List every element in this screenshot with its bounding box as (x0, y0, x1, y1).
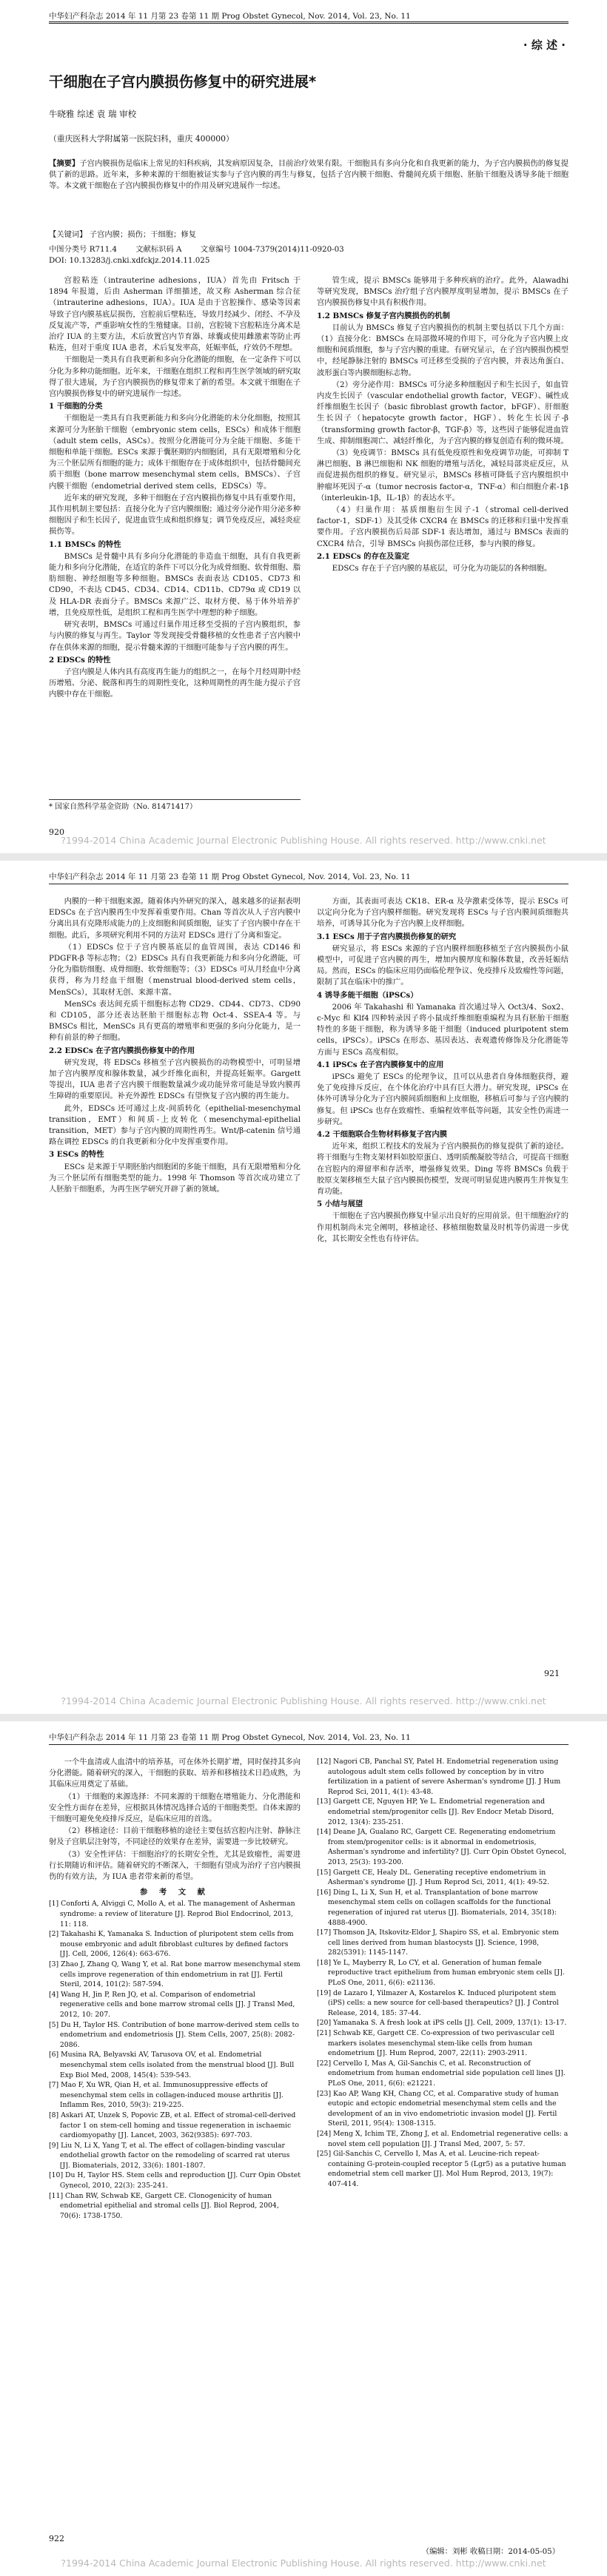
section-heading: 2 EDSCs 的特性 (49, 655, 111, 665)
body-paragraph: 研究表明，BMSCs 可通过归巢作用迁移至受损的子宫内膜组织，参与内膜的修复与再生。Taylor 等发现接受骨髓移植的女性患者子宫内膜中存在供体来源的细胞，提示骨髓来源的干细胞可能参与子宫内膜的再生。 (49, 620, 301, 652)
body-paragraph: 管生成，提示 BMSCs 能够用于多种疾病的治疗。此外，Alawadhi 等研究发现，BMSCs 治疗组子宫内膜厚度明显增加，提示 BMSCs 在子宫内膜损伤修复中具有积极作用。 (317, 276, 569, 308)
body-paragraph: （3）安全性评估：干细胞治疗的长期安全性，尤其是致瘤性，需要进行长期随访和评估。随着研究的不断深入，干细胞有望成为治疗子宫内膜损伤的有效方法，为 IUA 患者带来新的希望。 (49, 1849, 301, 1882)
reference-item: [10] Du H, Taylor HS. Stem cells and reproduction [J]. Curr Opin Obstet Gynecol, 2010, 22(3): 235-241. (49, 2171, 301, 2190)
references-heading: 参 考 文 献 (140, 1888, 209, 1897)
page-3 (0, 1721, 607, 2576)
classification-meta (49, 244, 569, 255)
section-heading: 3 ESCs 的特性 (49, 1150, 104, 1160)
body-column-right (317, 896, 569, 1658)
page-number: 922 (49, 2534, 64, 2543)
section-tag: · 综 述 · (523, 38, 566, 52)
editor-note: （编辑：刘彬 收稿日期：2014-05-05） (421, 2547, 560, 2556)
copyright-line: ?1994-2014 China Academic Journal Electronic Publishing House. All rights reserved. http://www.cnki.net (61, 2557, 546, 2569)
body-paragraph: 内膜的一种干细胞来源。随着体内外研究的深入，越来越多的证据表明 EDSCs 在子宫内膜再生中发挥着重要作用。Chan 等首次从人子宫内膜中分离出具有克隆形成能力的上皮细胞和间质细胞，证实了子宫内膜中存在干细胞。此后，多项研究利用不同的方法对 EDSCs 进行了分离和鉴定。 (49, 897, 301, 940)
reference-item: [3] Zhao J, Zhang Q, Wang Y, et al. Rat bone marrow mesenchymal stem cells improve regeneration of thin endometrium in rat [J]. Fertil Steril, 2014, 101(2): 587-594. (49, 1960, 301, 1989)
reference-item: [16] Ding L, Li X, Sun H, et al. Transplantation of bone marrow mesenchymal stem cells on collagen scaffolds for the functional regeneration of injured rat uterus [J]. Biomaterials, 2014, 35(18): 4888-4900. (317, 1888, 557, 1927)
body-paragraph: 干细胞是一类具有自我更新和多向分化潜能的细胞，在一定条件下可以分化为多种功能细胞。近年来，干细胞在组织工程和再生医学领域的研究取得了很大进展，为子宫内膜损伤的修复带来了新的希望。本文就干细胞在子宫内膜损伤修复中的研究进展作一综述。 (49, 355, 301, 399)
body-column-left (49, 275, 301, 793)
body-paragraph: 一个牛血清或人血清中的培养基，可在体外长期扩增，同时保持其多向分化潜能。随着研究的深入，干细胞的获取、培养和移植技术日趋成熟，为其临床应用奠定了基础。 (49, 1758, 301, 1789)
section-heading: 2.2 EDSCs 在子宫内膜损伤修复中的作用 (49, 1046, 195, 1055)
reference-item: [1] Conforti A, Alviggi C, Mollo A, et al. The management of Asherman syndrome: a review of literature [J]. Reprod Biol Endocrinol, 2013, 11: 118. (49, 1900, 295, 1928)
authors: 牛晓雅 综述 袁 瑞 审校 (49, 109, 137, 119)
page-2 (0, 861, 607, 1714)
body-paragraph: 干细胞在子宫内膜损伤修复中显示出良好的应用前景。但干细胞治疗的作用机制尚未完全阐明，移植途径、移植细胞数量及时机等仍需进一步优化，其长期安全性也有待评估。 (317, 1211, 569, 1243)
body-paragraph: 2006 年 Takahashi 和 Yamanaka 首次通过导入 Oct3/4、Sox2、c-Myc 和 Klf4 四种转录因子将小鼠成纤维细胞重编程为具有胚胎干细胞特性的多能干细胞，称为诱导多能干细胞（induced pluripotent stem cells，iPSCs）。iPSCs 在形态、基因表达、表观遗传修饰及分化潜能等方面与 ESCs 高度相似。 (317, 1002, 569, 1057)
body-paragraph: 方面，其表面可表达 CK18、ER-α 及孕激素受体等，提示 ESCs 可以定向分化为子宫内膜样细胞。研究发现将 ESCs 与子宫内膜间质细胞共培养，可诱导其分化为子宫内膜上皮样细胞。 (317, 897, 569, 929)
running-head: 中华妇产科杂志 2014 年 11 月第 23 卷第 11 期 Prog Obstet Gynecol, Nov. 2014, Vol. 23, No. 11 (49, 10, 569, 24)
reference-item: [20] Yamanaka S. A fresh look at iPS cells [J]. Cell, 2009, 137(1): 13-17. (317, 2019, 567, 2028)
footnote: * 国家自然科学基金资助（No. 81471417） (49, 799, 301, 813)
copyright-line: ?1994-2014 China Academic Journal Electronic Publishing House. All rights reserved. http://www.cnki.net (61, 1695, 546, 1706)
body-paragraph: 研究显示，将 ESCs 来源的子宫内膜样细胞移植至子宫内膜损伤小鼠模型中，可促进子宫内膜的再生，增加内膜厚度和腺体数量，改善妊娠结局。然而，ESCs 的临床应用仍面临伦理争议、免疫排斥及致瘤性等问题，限制了其在临床中的推广。 (317, 944, 569, 987)
reference-item: [6] Musina RA, Belyavski AV, Tarusova OV, et al. Endometrial mesenchymal stem cells isolated from the menstrual blood [J]. Bull Exp Biol Med, 2008, 145(4): 539-543. (49, 2051, 295, 2079)
reference-item: [17] Thomson JA, Itskovitz-Eldor J, Shapiro SS, et al. Embryonic stem cell lines derived from human blastocysts [J]. Science, 1998, 282(5391): 1145-1147. (317, 1928, 559, 1957)
reference-item: [22] Cervello I, Mas A, Gil-Sanchis C, et al. Reconstruction of endometrium from human endometrial side population cell lines [J]. PLoS One, 2011, 6(6): e21221. (317, 2059, 566, 2088)
page-number: 921 (544, 1669, 560, 1678)
body-paragraph: （2）旁分泌作用：BMSCs 可分泌多种细胞因子和生长因子，如血管内皮生长因子（vascular endothelial growth factor，VEGF）、碱性成纤维细胞生长因子（basic fibroblast growth factor，bFGF）、肝细胞生长因子（hepatocyte growth factor，HGF）、转化生长因子-β（transforming growth factor-β，TGF-β）等，这些因子能够促进血管生成、抑制细胞凋亡、减轻纤维化，为子宫内膜的修复创造有利的微环境。 (317, 380, 569, 445)
doi: DOI: 10.13283/j.cnki.xdfckjz.2014.11.025 (49, 256, 210, 265)
reference-item: [15] Gargett CE, Healy DL. Generating receptive endometrium in Asherman's syndrome [J]. J Hum Reprod Sci, 2011, 4(1): 49-52. (317, 1868, 549, 1887)
reference-item: [4] Wang H, Jin P, Ren JQ, et al. Comparison of endometrial regenerative cells and bone marrow stromal cells [J]. J Transl Med, 2012, 10: 207. (49, 1990, 295, 2019)
reference-item: [13] Gargett CE, Nguyen HP, Ye L. Endometrial regeneration and endometrial stem/progenitor cells [J]. Rev Endocr Metab Disord, 2012, 13(4): 235-251. (317, 1798, 554, 1826)
reference-item: [8] Askari AT, Unzek S, Popovic ZB, et al. Effect of stromal-cell-derived factor 1 on stem-cell homing and tissue regeneration in ischaemic cardiomyopathy [J]. Lancet, 2003, 362(9385): 697-703. (49, 2111, 296, 2140)
body-paragraph: （1）EDSCs 位于子宫内膜基底层的血管周围，表达 CD146 和 PDGFR-β 等标志物；（2）EDSCs 具有自我更新能力和多向分化潜能，可分化为脂肪细胞、成骨细胞、软骨细胞等；（3）EDSCs 可从月经血中分离获得，称为月经血干细胞（menstrual blood-derived stem cells，MenSCs），其取材无创、来源丰富。 (49, 942, 301, 997)
running-head: 中华妇产科杂志 2014 年 11 月第 23 卷第 11 期 Prog Obstet Gynecol, Nov. 2014, Vol. 23, No. 11 (49, 871, 569, 884)
abstract-text: 子宫内膜损伤是临床上常见的妇科疾病，其发病原因复杂，目前治疗效果有限。干细胞具有多向分化和自我更新的能力，为子宫内膜损伤的修复提供了新的思路。近年来，多种来源的干细胞被证实参与子宫内膜的再生与修复，包括子宫内膜干细胞、骨髓间充质干细胞、胚胎干细胞及诱导多能干细胞等。本文就干细胞在子宫内膜损伤修复中的作用及研究进展作一综述。 (49, 159, 569, 191)
body-paragraph: EDSCs 存在于子宫内膜的基底层，可分化为功能层的各种细胞。 (332, 564, 552, 574)
abstract (49, 158, 569, 192)
references-column-right (317, 1757, 569, 2526)
section-heading: 1.1 BMSCs 的特性 (49, 539, 121, 549)
body-paragraph: ESCs 是来源于早期胚胎内细胞团的多能干细胞，具有无限增殖和分化为三个胚层所有细胞类型的能力。1998 年 Thomson 等首次成功建立了人胚胎干细胞系，为再生医学研究开辟了新的领域。 (49, 1162, 301, 1194)
section-heading: 1 干细胞的分类 (49, 402, 103, 411)
section-heading: 2.1 EDSCs 的存在及鉴定 (317, 551, 410, 561)
body-column-left (49, 1757, 301, 2526)
body-paragraph: 此外，EDSCs 还可通过上皮-间质转化（epithelial-mesenchymal transition，EMT）和间质-上皮转化（mesenchymal-epithelial transition，MET）参与子宫内膜的周期性再生。Wnt/β-catenin 信号通路在调控 EDSCs 的自我更新和分化中发挥重要作用。 (49, 1103, 301, 1147)
clc-number: 中图分类号 R711.4 (49, 245, 117, 254)
body-paragraph: 子宫内膜是人体内具有高度再生能力的组织之一，在每个月经周期中经历增殖、分泌、脱落和再生的周期性变化，这种周期性的再生能力提示子宫内膜中存在干细胞。 (49, 667, 301, 699)
body-paragraph: （2）移植途径：目前干细胞移植的途径主要包括宫腔内注射、静脉注射及子宫肌层注射等，不同途径的效果存在差异，需要进一步比较研究。 (49, 1826, 301, 1847)
body-paragraph: （4）归巢作用：基质细胞衍生因子-1（stromal cell-derived factor-1，SDF-1）及其受体 CXCR4 在 BMSCs 的迁移和归巢中发挥重要作用。子宫内膜损伤后局部 SDF-1 表达增加，通过与 BMSCs 表面的 CXCR4 结合，引导 BMSCs 向损伤部位迁移，参与内膜的修复。 (317, 505, 569, 548)
reference-item: [23] Kao AP, Wang KH, Chang CC, et al. Comparative study of human eutopic and ectopic endometrial mesenchymal stem cells and the development of an in vivo endometriotic invasion model [J]. Fertil Steril, 2011, 95(4): 1308-1315. (317, 2089, 559, 2128)
keywords: 【关键词】 子宫内膜；损伤；干细胞；修复 (49, 230, 196, 239)
body-paragraph: （1）干细胞的来源选择：不同来源的干细胞在增殖能力、分化潜能和安全性方面存在差异，应根据具体情况选择合适的干细胞类型。自体来源的干细胞可避免免疫排斥反应，是临床应用的首选。 (49, 1792, 301, 1824)
abstract-label: 【摘要】 (49, 159, 80, 168)
body-paragraph: 研究发现，将 EDSCs 移植至子宫内膜损伤的动物模型中，可明显增加子宫内膜厚度和腺体数量，减少纤维化面积，并提高妊娠率。Gargett 等提出，IUA 患者子宫内膜干细胞数量减少或功能异常可能是导致内膜再生障碍的重要原因。补充外源性 EDSCs 有望恢复子宫内膜的再生能力。 (49, 1057, 301, 1101)
reference-item: [11] Chan RW, Schwab KE, Gargett CE. Clonogenicity of human endometrial epithelial and stromal cells [J]. Biol Reprod, 2004, 70(6): 1738-1750. (49, 2191, 279, 2220)
reference-item: [24] Meng X, Ichim TE, Zhong J, et al. Endometrial regenerative cells: a novel stem cell population [J]. J Transl Med, 2007, 5: 57. (317, 2129, 569, 2148)
reference-item: [25] Gil-Sanchis C, Cervello I, Mas A, et al. Leucine-rich repeat-containing G-protein-coupled receptor 5 (Lgr5) as a putative human endometrial stem cell marker [J]. Mol Hum Reprod, 2013, 19(7): 407-414. (317, 2150, 566, 2188)
reference-item: [19] de Lazaro I, Yilmazer A, Kostarelos K. Induced pluripotent stem (iPS) cells: a new source for cell-based therapeutics? [J]. J Control Release, 2014, 185: 37-44. (317, 1988, 559, 2017)
body-paragraph: BMSCs 是骨髓中具有多向分化潜能的非造血干细胞，具有自我更新能力和多向分化潜能，在适宜的条件下可以分化为成骨细胞、软骨细胞、脂肪细胞、神经细胞等多种细胞。BMSCs 表面表达 CD105、CD73 和 CD90，不表达 CD45、CD34、CD14、CD11b、CD79α 或 CD19 以及 HLA-DR 表面分子。BMSCs 来源广泛、取材方便、易于体外培养扩增，且免疫原性低，是组织工程和再生医学中理想的种子细胞。 (49, 551, 301, 617)
running-head: 中华妇产科杂志 2014 年 11 月第 23 卷第 11 期 Prog Obstet Gynecol, Nov. 2014, Vol. 23, No. 11 (49, 1732, 569, 1745)
affiliation: （重庆医科大学附属第一医院妇科，重庆 400000） (49, 134, 234, 144)
section-heading: 1.2 BMSCs 修复子宫内膜损伤的机制 (317, 311, 450, 320)
article-title: 干细胞在子宫内膜损伤修复中的研究进展* (49, 73, 317, 90)
reference-item: [2] Takahashi K, Yamanaka S. Induction of pluripotent stem cells from mouse embryonic and adult fibroblast cultures by defined factors [J]. Cell, 2006, 126(4): 663-676. (49, 1930, 294, 1959)
reference-item: [12] Nagori CB, Panchal SY, Patel H. Endometrial regeneration using autologous adult stem cells followed by conception by in vitro fertilization in a patient of severe Asherman's syndrome [J]. J Hum Reprod Sci, 2011, 4(1): 43-48. (317, 1758, 561, 1796)
body-paragraph: 干细胞是一类具有自我更新能力和多向分化潜能的未分化细胞，按照其来源可分为胚胎干细胞（embryonic stem cells，ESCs）和成体干细胞（adult stem cells，ASCs）。按照分化潜能可分为全能干细胞、多能干细胞和单能干细胞。ESCs 来源于囊胚期的内细胞团，具有无限增殖和分化为三个胚层所有细胞的能力；成体干细胞存在于成体组织中，包括骨髓间充质干细胞（bone marrow mesenchymal stem cells，BMSCs）、子宫内膜干细胞（endometrial derived stem cells，EDSCs）等。 (49, 414, 301, 491)
reference-item: [14] Deane JA, Gualano RC, Gargett CE. Regenerating endometrium from stem/progenitor cells: is it abnormal in endometriosis, Asherman's syndrome and infertility? [J]. Curr Opin Obstet Gynecol, 2013, 25(3): 193-200. (317, 1828, 567, 1866)
body-column-right (317, 275, 569, 808)
body-paragraph: 宫腔粘连（intrauterine adhesions，IUA）首先由 Fritsch 于 1894 年报道，后由 Asherman 详细描述，故又称 Asherman 综合征（intrauterine adhesions，IUA）。IUA 是由于宫腔操作、感染等因素导致子宫内膜基底层损伤，宫腔前后壁粘连，导致月经减少、闭经、不孕及反复流产等，严重影响女性的生殖健康。目前，宫腔镜下宫腔粘连分离术是治疗 IUA 的主要方法，术后放置宫内节育器、球囊或使用雌激素等防止再粘连，但对于重度 IUA 患者，术后复发率高，妊娠率低，疗效仍不理想。 (49, 276, 301, 353)
reference-item: [21] Schwab KE, Gargett CE. Co-expression of two perivascular cell markers isolates mesenchymal stem-like cells from human endometrium [J]. Hum Reprod, 2007, 22(11): 2903-2911. (317, 2029, 554, 2058)
body-paragraph: MenSCs 表达间充质干细胞标志物 CD29、CD44、CD73、CD90 和 CD105，部分还表达胚胎干细胞标志物 Oct-4、SSEA-4 等。与 BMSCs 相比，MenSCs 具有更高的增殖率和更强的多向分化能力，是一种有前景的种子细胞。 (49, 999, 301, 1043)
body-column-left (49, 896, 301, 1658)
reference-item: [18] Ye L, Mayberry R, Lo CY, et al. Generation of human female reproductive tract epithelium from human embryonic stem cells [J]. PLoS One, 2011, 6(6): e21136. (317, 1958, 565, 1988)
page-1 (0, 0, 607, 853)
section-heading: 5 小结与展望 (317, 1200, 363, 1209)
body-paragraph: iPSCs 避免了 ESCs 的伦理争议，且可以从患者自身体细胞获得，避免了免疫排斥反应，在个体化治疗中具有巨大潜力。研究发现，iPSCs 在体外可诱导分化为子宫内膜间质细胞和上皮细胞，移植后可参与子宫内膜的修复。但 iPSCs 也存在致瘤性、重编程效率低等问题，其安全性仍需进一步研究。 (317, 1072, 569, 1126)
copyright-line: ?1994-2014 China Academic Journal Electronic Publishing House. All rights reserved. http://www.cnki.net (61, 835, 546, 846)
reference-item: [9] Liu N, Li X, Yang T, et al. The effect of collagen-binding vascular endothelial growth factor on the remodeling of scarred rat uterus [J]. Biomaterials, 2012, 33(6): 1801-1807. (49, 2141, 290, 2170)
body-paragraph: 目前认为 BMSCs 修复子宫内膜损伤的机制主要包括以下几个方面：（1）直接分化：BMSCs 在局部微环境的作用下，可分化为子宫内膜上皮细胞和间质细胞，参与子宫内膜的重建。有研究显示，在子宫内膜损伤模型中，经尾静脉注射的 BMSCs 可迁移至受损的子宫内膜，并表达角蛋白、波形蛋白等内膜细胞标志物。 (317, 323, 569, 377)
body-paragraph: 近年来的研究发现，多种干细胞在子宫内膜损伤修复中具有重要作用，其作用机制主要包括：直接分化为子宫内膜细胞；通过旁分泌作用分泌多种细胞因子和生长因子，促进血管生成和组织修复；调节免疫反应，减轻炎症损伤等。 (49, 493, 301, 537)
section-heading: 4 诱导多能干细胞（iPSCs） (317, 990, 418, 1000)
article-number: 文章编号 1004-7379(2014)11-0920-03 (200, 245, 344, 254)
section-heading: 4.2 干细胞联合生物材料修复子宫内膜 (317, 1130, 447, 1140)
reference-item: [7] Mao F, Xu WR, Qian H, et al. Immunosuppressive effects of mesenchymal stem cells in collagen-induced mouse arthritis [J]. Inflamm Res, 2010, 59(3): 219-225. (49, 2081, 284, 2110)
body-paragraph: 近年来，组织工程技术的发展为子宫内膜损伤的修复提供了新的途径。将干细胞与生物支架材料如胶原蛋白、透明质酸凝胶等结合，可提高干细胞在宫腔内的滞留率和存活率，增强修复效果。Ding 等将 BMSCs 负载于胶原支架移植至大鼠子宫内膜损伤模型，发现可明显促进内膜再生并恢复生育功能。 (317, 1142, 569, 1197)
page-number: 920 (49, 827, 64, 837)
document-code: 文献标识码 A (135, 245, 182, 254)
body-paragraph: （3）免疫调节：BMSCs 具有低免疫原性和免疫调节功能，可抑制 T 淋巴细胞、B 淋巴细胞和 NK 细胞的增殖与活化，减轻局部炎症反应，从而促进损伤组织的修复。研究显示，BMSCs 移植可降低子宫内膜组织中肿瘤坏死因子-α（tumor necrosis factor-α，TNF-α）和白细胞介素-1β（interleukin-1β，IL-1β）的表达水平。 (317, 448, 569, 502)
section-heading: 3.1 ESCs 用于子宫内膜损伤修复的研究 (317, 932, 457, 941)
reference-item: [5] Du H, Taylor HS. Contribution of bone marrow-derived stem cells to endometrium and endometriosis [J]. Stem Cells, 2007, 25(8): 2082-2086. (49, 2020, 299, 2049)
section-heading: 4.1 iPSCs 在子宫内膜修复中的应用 (317, 1060, 444, 1069)
